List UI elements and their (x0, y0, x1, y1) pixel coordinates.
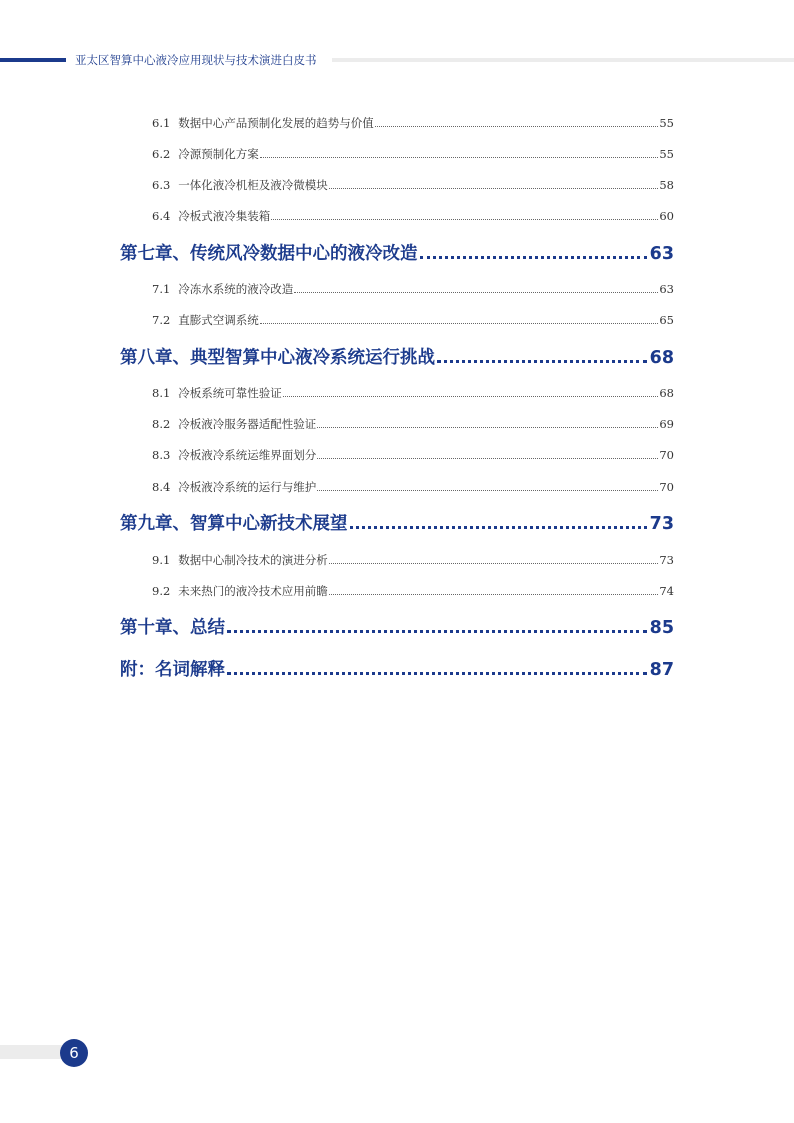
toc-leader-dots (260, 323, 659, 324)
toc-entry-page: 74 (659, 584, 674, 598)
toc-chapter-page: 73 (649, 514, 674, 534)
toc-leader-dots (283, 396, 659, 397)
toc-entry-title: 冷板式液冷集装箱 (178, 209, 271, 223)
toc-entry-6-4[interactable] (152, 208, 674, 224)
toc-entry-number: 7.2 (152, 313, 171, 327)
toc-chapter-title: 第七章、传统风冷数据中心的液冷改造 (120, 244, 418, 264)
toc-leader-dots (271, 219, 658, 220)
toc-entry-title: 数据中心产品预制化发展的趋势与价值 (178, 116, 374, 130)
toc-chapter-7[interactable] (120, 240, 674, 264)
header-bar-right (332, 58, 794, 62)
toc-leader-dots (350, 526, 647, 529)
toc-entry-number: 9.1 (152, 553, 171, 567)
toc-entry-8-1[interactable] (152, 385, 674, 401)
toc-leader-dots (329, 563, 659, 564)
footer-bar (0, 1045, 64, 1059)
toc-entry-8-3[interactable] (152, 447, 674, 463)
toc-leader-dots (317, 458, 658, 459)
toc-leader-dots (329, 188, 659, 189)
toc-entry-number: 6.3 (152, 178, 171, 192)
toc-entry-title: 冷板液冷系统的运行与维护 (178, 480, 317, 494)
toc-leader-dots (260, 157, 659, 158)
toc-leader-dots (329, 594, 659, 595)
toc-entry-9-1[interactable] (152, 552, 674, 568)
toc-entry-6-2[interactable] (152, 146, 674, 162)
toc-leader-dots (420, 256, 647, 259)
toc-entry-title: 冷冻水系统的液冷改造 (178, 282, 294, 296)
toc-entry-page: 68 (659, 386, 674, 400)
toc-entry-title: 未来热门的液冷技术应用前瞻 (178, 584, 328, 598)
toc-entry-page: 73 (659, 553, 674, 567)
toc-entry-number: 8.3 (152, 448, 171, 462)
toc-chapter-page: 85 (649, 618, 674, 638)
toc-entry-page: 70 (659, 480, 674, 494)
toc-chapter-8[interactable] (120, 344, 674, 368)
toc-leader-dots (227, 672, 647, 675)
toc-chapter-title: 第八章、典型智算中心液冷系统运行挑战 (120, 348, 435, 368)
toc-entry-number: 8.1 (152, 386, 171, 400)
toc-entry-7-1[interactable] (152, 281, 674, 297)
toc-entry-title: 数据中心制冷技术的演进分析 (178, 553, 328, 567)
toc-entry-number: 8.4 (152, 480, 171, 494)
toc-entry-page: 55 (659, 116, 674, 130)
toc-entry-page: 63 (659, 282, 674, 296)
toc-entry-7-2[interactable] (152, 312, 674, 328)
toc-entry-page: 69 (659, 417, 674, 431)
toc-entry-8-2[interactable] (152, 416, 674, 432)
toc-appendix-glossary[interactable] (120, 656, 674, 680)
toc-entry-number: 8.2 (152, 417, 171, 431)
header-title: 亚太区智算中心液冷应用现状与技术演进白皮书 (75, 53, 317, 67)
toc-entry-number: 7.1 (152, 282, 171, 296)
page-number: 6 (69, 1044, 79, 1062)
toc-leader-dots (317, 427, 658, 428)
toc-leader-dots (294, 292, 658, 293)
toc-entry-title: 冷源预制化方案 (178, 147, 259, 161)
toc-entry-page: 65 (659, 313, 674, 327)
toc-leader-dots (375, 126, 659, 127)
toc-chapter-page: 63 (649, 244, 674, 264)
toc-chapter-title: 第九章、智算中心新技术展望 (120, 514, 348, 534)
toc-entry-page: 70 (659, 448, 674, 462)
toc-entry-page: 55 (659, 147, 674, 161)
toc-entry-number: 6.1 (152, 116, 171, 130)
toc-entry-number: 6.4 (152, 209, 171, 223)
toc-entry-page: 58 (659, 178, 674, 192)
toc-chapter-page: 87 (649, 660, 674, 680)
toc-entry-title: 冷板系统可靠性验证 (178, 386, 282, 400)
toc-leader-dots (227, 630, 647, 633)
toc-entry-title: 直膨式空调系统 (178, 313, 259, 327)
toc-entry-title: 冷板液冷服务器适配性验证 (178, 417, 317, 431)
toc-entry-number: 6.2 (152, 147, 171, 161)
toc-chapter-9[interactable] (120, 510, 674, 534)
toc-entry-8-4[interactable] (152, 479, 674, 495)
toc-entry-title: 冷板液冷系统运维界面划分 (178, 448, 317, 462)
toc-entry-6-1[interactable] (152, 115, 674, 131)
toc-entry-page: 60 (659, 209, 674, 223)
toc-chapter-title: 第十章、总结 (120, 618, 225, 638)
toc-entry-title: 一体化液冷机柜及液冷微模块 (178, 178, 328, 192)
toc-chapter-title: 附：名词解释 (120, 660, 225, 680)
page-number-badge (60, 1039, 88, 1067)
toc-leader-dots (317, 490, 658, 491)
toc-entry-number: 9.2 (152, 584, 171, 598)
toc-chapter-10[interactable] (120, 614, 674, 638)
toc-entry-9-2[interactable] (152, 583, 674, 599)
header-bar-left (0, 58, 66, 62)
toc-leader-dots (437, 360, 647, 363)
toc-chapter-page: 68 (649, 348, 674, 368)
toc-entry-6-3[interactable] (152, 177, 674, 193)
